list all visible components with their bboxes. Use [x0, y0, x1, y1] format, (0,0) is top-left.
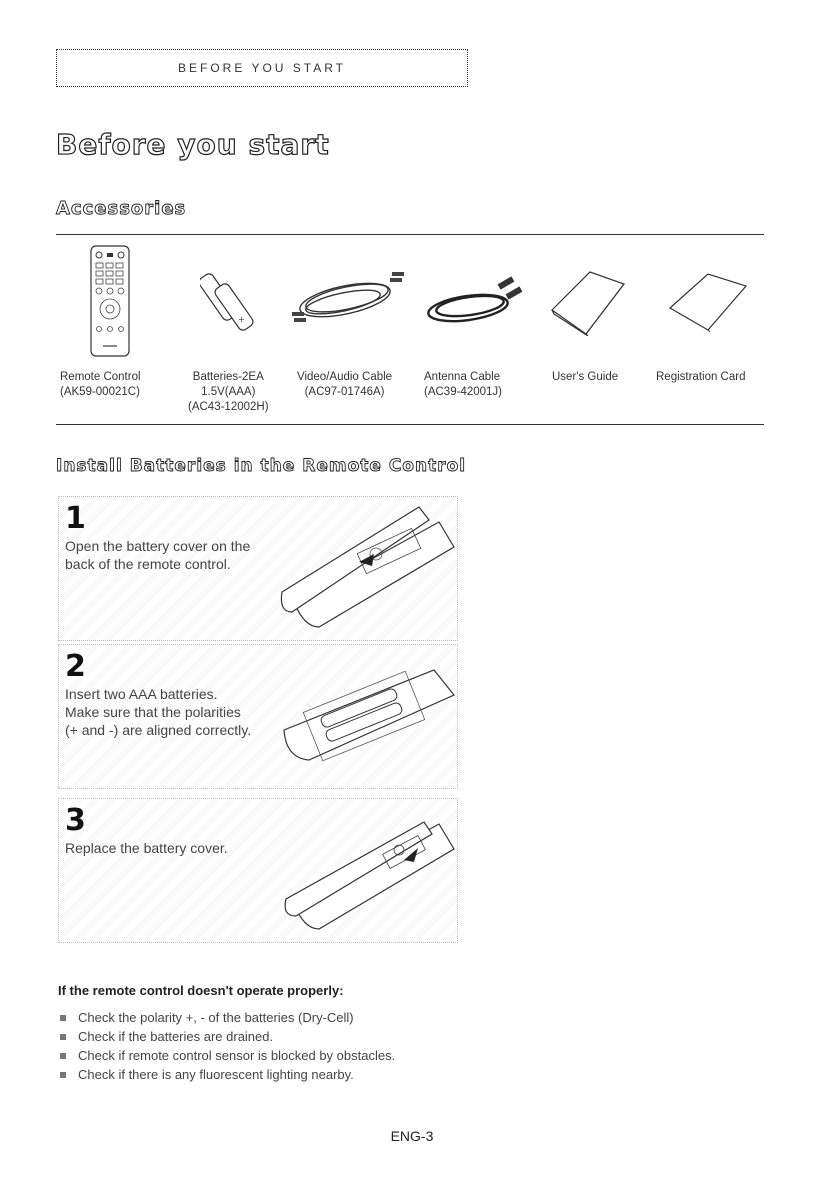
accessory-label-batteries: Batteries-2EA 1.5V(AAA) (AC43-12002H) [188, 371, 269, 413]
batteries-icon [200, 270, 260, 340]
step-text: Replace the battery cover. [65, 840, 228, 856]
list-item: Check if there is any fluorescent lighting nearby. [58, 1065, 395, 1084]
page-number: ENG-3 [390, 1128, 434, 1144]
remote-control-icon [90, 245, 130, 357]
accessory-label-registration-card: Registration Card [656, 371, 746, 383]
accessory-label-av-cable: Video/Audio Cable (AC97-01746A) [297, 371, 393, 398]
registration-card-icon [668, 272, 748, 334]
step-number: 3 [65, 803, 86, 838]
accessories-title: Accessories [56, 198, 187, 219]
bullet-icon [60, 1034, 66, 1040]
bullet-icon [60, 1015, 66, 1021]
troubleshooting-title: If the remote control doesn't operate properly: [58, 983, 344, 998]
section-header-label: BEFORE YOU START [177, 61, 347, 75]
svg-text:+: + [238, 315, 245, 324]
step-text: Insert two AAA batteries. Make sure that the polarities (+ and -) are aligned correctly. [65, 686, 252, 738]
accessory-label-users-guide: User's Guide [552, 371, 619, 383]
install-step-2 [58, 644, 458, 789]
accessories-bottom-rule [56, 424, 764, 425]
install-batteries-title: Install Batteries in the Remote Control [56, 456, 467, 476]
list-item: Check if remote control sensor is blocked by obstacles. [58, 1046, 395, 1065]
av-cable-icon [290, 268, 408, 328]
list-item: Check if the batteries are drained. [58, 1027, 395, 1046]
step-text: Open the battery cover on the back of the remote control. [65, 538, 251, 572]
antenna-cable-icon [422, 272, 526, 328]
install-step-1 [58, 496, 458, 641]
install-step-3 [58, 798, 458, 943]
page-title: Before you start [56, 128, 330, 161]
remote-insert-batteries-illustration [264, 650, 458, 785]
step-number: 2 [65, 649, 86, 684]
section-header-box [56, 49, 468, 87]
bullet-icon [60, 1053, 66, 1059]
users-guide-icon [550, 270, 626, 336]
step-number: 1 [65, 501, 86, 536]
accessories-top-rule [56, 234, 764, 235]
bullet-icon [60, 1072, 66, 1078]
accessory-label-remote: Remote Control (AK59-00021C) [60, 371, 141, 398]
remote-open-cover-illustration [264, 502, 458, 637]
list-item: Check the polarity +, - of the batteries (Dry-Cell) [58, 1008, 395, 1027]
remote-replace-cover-illustration [264, 804, 458, 939]
accessory-label-antenna-cable: Antenna Cable (AC39-42001J) [424, 371, 502, 398]
troubleshooting-list [58, 1008, 395, 1084]
